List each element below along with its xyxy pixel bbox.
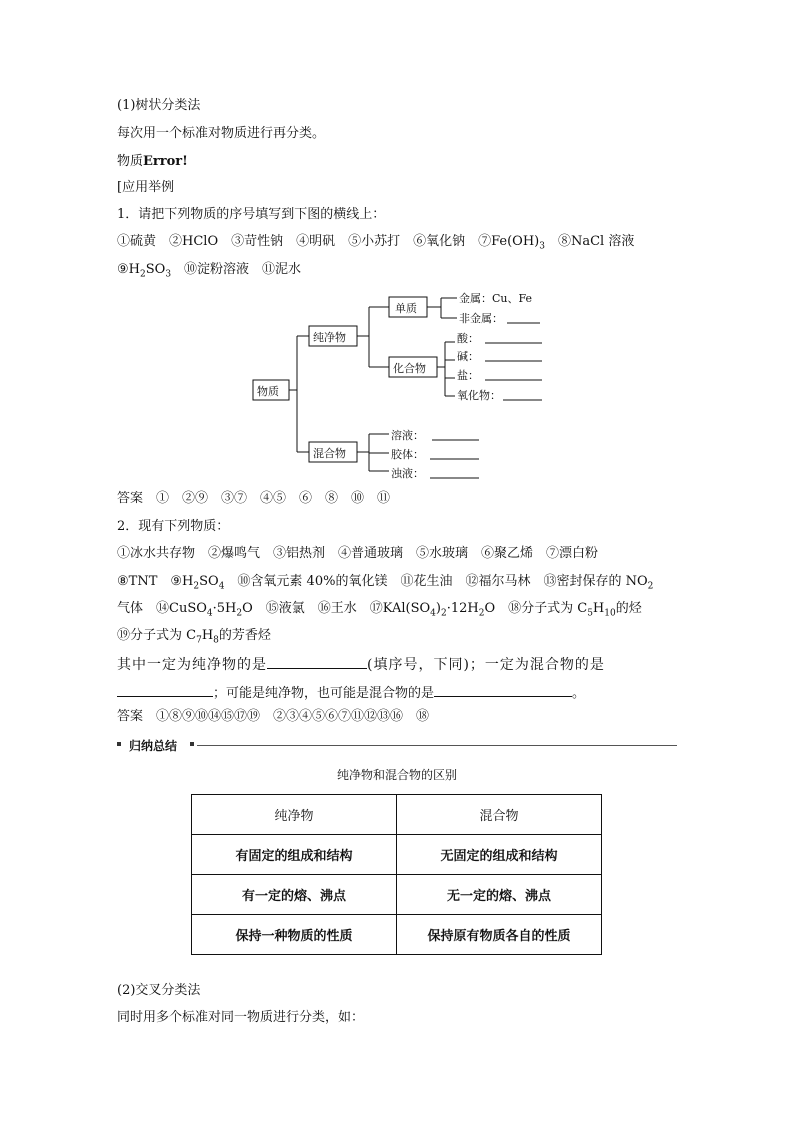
answer-text: ① ②⑨ ③⑦ ④⑤ ⑥ ⑧ ⑩ ⑪ <box>156 491 391 506</box>
q2-fill-text: (填序号，下同)；一定为混合物的是 <box>367 657 605 673</box>
q1-subscript: 3 <box>165 269 172 280</box>
tree-classification-intro: 每次用一个标准对物质进行再分类。 <box>117 126 326 141</box>
tree-label-colloid: 胶体： <box>391 448 424 461</box>
q1-subscript: 3 <box>539 241 545 252</box>
q2-item-text: SO <box>199 574 219 589</box>
question-2-fill-line-1 <box>117 654 605 674</box>
tree-label-compound: 化合物 <box>393 362 426 375</box>
cross-classification-intro: 同时用多个标准对同一物质进行分类，如： <box>117 1010 365 1025</box>
q2-item-text: O ⑮液氯 ⑯王水 ⑰KAl(SO <box>242 601 431 616</box>
section-heading-cross-classification: (2)交叉分类法 <box>117 983 201 998</box>
q2-item-text: ⑲分子式为 C <box>117 628 197 643</box>
table-row <box>192 835 602 875</box>
q2-item-text: ·5H <box>212 601 237 616</box>
q2-item-text: H <box>592 601 605 616</box>
tree-label-oxide: 氧化物： <box>457 389 501 402</box>
q2-fill-text: 。 <box>572 686 586 701</box>
answer-label: 答案 <box>117 709 144 724</box>
q2-item-text: 气体 ⑭CuSO <box>117 601 207 616</box>
application-example-heading: [应用举例 <box>117 180 175 195</box>
question-2-items-line-1: ①冰水共存物 ②爆鸣气 ③铝热剂 ④普通玻璃 ⑤水玻璃 ⑥聚乙烯 ⑦漂白粉 <box>117 546 599 561</box>
question-2-items-line-4 <box>117 627 271 645</box>
q1-subscript: 2 <box>140 269 146 280</box>
error-text: Error! <box>143 154 188 169</box>
table-row <box>192 875 602 915</box>
q1-items-text: ①硫黄 ②HClO ③苛性钠 ④明矾 ⑤小苏打 ⑥氧化钠 ⑦Fe(OH) <box>117 234 540 249</box>
q1-item-text: ⑩淀粉溶液 ⑪泥水 <box>171 262 302 277</box>
table-header-pure: 纯净物 <box>192 795 397 835</box>
table-header-row <box>192 795 602 835</box>
section-heading-tree-classification: (1)树状分类法 <box>117 98 201 113</box>
comparison-table <box>191 794 602 955</box>
q2-subscript: 8 <box>213 635 219 646</box>
q2-item-text: ⑧TNT ⑨H <box>117 574 194 589</box>
q2-subscript: 4 <box>218 581 225 592</box>
q2-subscript: 10 <box>604 608 616 619</box>
table-header-mixture: 混合物 <box>397 795 602 835</box>
q2-item-text: 的烃 <box>615 601 642 616</box>
question-1-items-line-1 <box>117 233 634 251</box>
tree-label-acid: 酸： <box>457 332 479 345</box>
question-1-items-line-2 <box>117 261 301 279</box>
q2-item-text: ⑩含氧元素 40%的氧化镁 ⑪花生油 ⑫福尔马林 ⑬密封保存的 NO <box>224 574 648 589</box>
q2-item-text: H <box>201 628 214 643</box>
summary-rule <box>197 745 677 746</box>
q2-subscript: 4 <box>206 608 213 619</box>
material-label: 物质 <box>117 154 144 169</box>
answer-blank-pure[interactable] <box>267 654 367 669</box>
summary-marker-icon <box>190 742 194 746</box>
tree-label-base: 碱： <box>457 350 479 363</box>
tree-label-solution: 溶液： <box>391 429 424 442</box>
q2-subscript: 2 <box>478 608 485 619</box>
q2-subscript: 4 <box>430 608 436 619</box>
tree-label-pure: 纯净物 <box>313 331 346 344</box>
question-2-items-line-2 <box>117 573 653 591</box>
table-cell: 无固定的组成和结构 <box>397 835 602 875</box>
q2-fill-text: ；可能是纯净物，也可能是混合物的是 <box>213 686 435 701</box>
table-cell: 保持原有物质各自的性质 <box>397 915 602 955</box>
q2-subscript: 2 <box>647 581 654 592</box>
q1-item-text: SO <box>145 262 166 277</box>
q2-subscript: 2 <box>440 608 447 619</box>
question-2-items-line-3 <box>117 600 642 618</box>
table-row <box>192 915 602 955</box>
answer-blank-mixture[interactable] <box>117 682 213 697</box>
summary-label: 归纳总结 <box>129 739 178 753</box>
q2-item-text: 的芳香烃 <box>218 628 271 643</box>
tree-label-salt: 盐： <box>457 369 479 382</box>
table-cell: 无一定的熔、沸点 <box>397 875 602 915</box>
tree-label-root: 物质 <box>257 385 279 398</box>
answer-blank-either[interactable] <box>434 682 572 697</box>
answer-label: 答案 <box>117 491 144 506</box>
q2-subscript: 5 <box>587 608 593 619</box>
tree-label-element: 单质 <box>395 302 417 315</box>
q1-items-tail: ⑧NaCl 溶液 <box>544 234 635 249</box>
question-2-answer <box>117 708 429 726</box>
tree-label-suspension: 浊液： <box>391 467 424 480</box>
question-2-stem: 2．现有下列物质： <box>117 519 230 534</box>
q2-fill-text: 其中一定为纯净物的是 <box>117 657 267 673</box>
q2-item-text: ) <box>435 601 441 616</box>
q2-subscript: 2 <box>193 581 200 592</box>
question-2-fill-line-2 <box>117 682 585 703</box>
q2-item-text: O ⑱分子式为 C <box>484 601 588 616</box>
table-cell: 有一定的熔、沸点 <box>192 875 397 915</box>
q1-item-text: ⑨H <box>117 262 140 277</box>
table-cell: 保持一种物质的性质 <box>192 915 397 955</box>
tree-label-mixture: 混合物 <box>313 447 346 460</box>
tree-label-nonmetal: 非金属： <box>459 312 503 325</box>
summary-marker-icon <box>117 742 121 746</box>
table-title: 纯净物和混合物的区别 <box>336 768 457 782</box>
summary-section-header <box>117 737 677 753</box>
q2-subscript: 7 <box>196 635 202 646</box>
classification-tree-diagram <box>245 288 555 484</box>
answer-text: ①⑧⑨⑩⑭⑮⑰⑲ ②③④⑤⑥⑦⑪⑫⑬⑯ ⑱ <box>156 709 430 724</box>
q2-subscript: 2 <box>236 608 243 619</box>
q2-item-text: ·12H <box>446 601 479 616</box>
material-error-line <box>117 153 188 171</box>
tree-label-metal: 金属：Cu、Fe <box>459 292 533 305</box>
question-1-stem: 1．请把下列物质的序号填写到下图的横线上： <box>117 207 386 222</box>
question-1-answer <box>117 490 390 508</box>
table-cell: 有固定的组成和结构 <box>192 835 397 875</box>
